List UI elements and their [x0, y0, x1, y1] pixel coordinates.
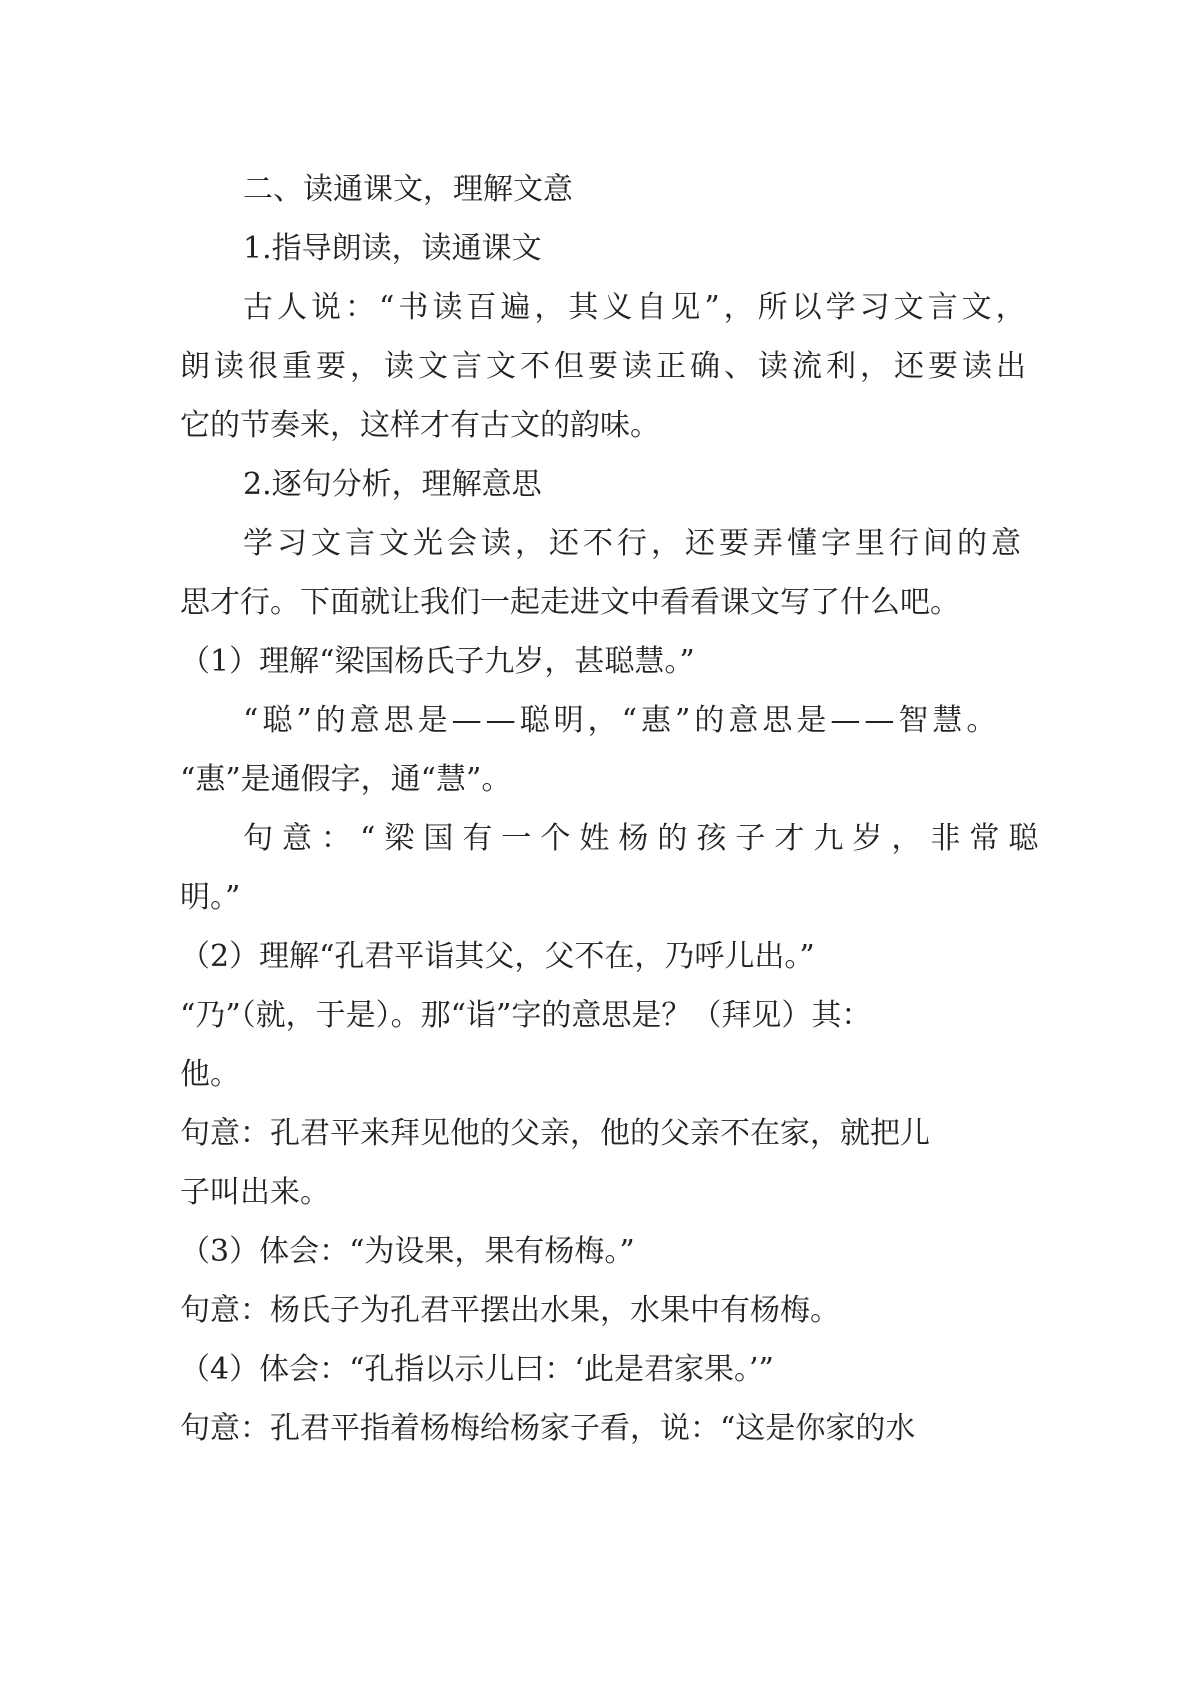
paragraph-line: 句意：杨氏子为孔君平摆出水果，水果中有杨梅。 — [180, 1293, 840, 1328]
paragraph-line: 学习文言文光会读，还不行，还要弄懂字里行间的意 — [243, 526, 1025, 561]
subheading-reading: 1.指导朗读，读通课文 — [243, 231, 542, 266]
paragraph-line: 句意：孔君平指着杨梅给杨家子看，说：“这是你家的水 — [180, 1411, 916, 1446]
paragraph-line: 朗读很重要，读文言文不但要读正确、读流利，还要读出 — [180, 349, 1030, 384]
list-item-4-heading: （4）体会：“孔指以示儿曰：‘此是君家果。’” — [180, 1352, 774, 1387]
paragraph-line: 古人说：“书读百遍，其义自见”，所以学习文言文， — [243, 290, 1030, 325]
subheading-analysis: 2.逐句分析，理解意思 — [243, 467, 542, 502]
paragraph-line: 句意：孔君平来拜见他的父亲，他的父亲不在家，就把儿 — [180, 1116, 930, 1151]
section-heading: 二、读通课文，理解文意 — [243, 172, 573, 207]
paragraph-line: 它的节奏来，这样才有古文的韵味。 — [180, 408, 660, 443]
paragraph-line: “惠”是通假字，通“慧”。 — [180, 762, 512, 797]
list-item-2-heading: （2）理解“孔君平诣其父，父不在，乃呼儿出。” — [180, 939, 815, 974]
paragraph-line: 思才行。下面就让我们一起走进文中看看课文写了什么吧。 — [180, 585, 960, 620]
list-item-3-heading: （3）体会：“为设果，果有杨梅。” — [180, 1234, 635, 1269]
list-item-1-heading: （1）理解“梁国杨氏子九岁，甚聪慧。” — [180, 644, 695, 679]
paragraph-line: 他。 — [180, 1057, 240, 1092]
paragraph-line: 子叫出来。 — [180, 1175, 330, 1210]
paragraph-line: “乃”（就，于是）。那“诣”字的意思是？（拜见）其： — [180, 998, 872, 1033]
paragraph-line: 明。” — [180, 880, 241, 915]
paragraph-line: “聪”的意思是——聪明，“惠”的意思是——智慧。 — [243, 703, 1001, 738]
paragraph-line: 句意：“梁国有一个姓杨的孩子才九岁，非常聪 — [243, 821, 1048, 856]
